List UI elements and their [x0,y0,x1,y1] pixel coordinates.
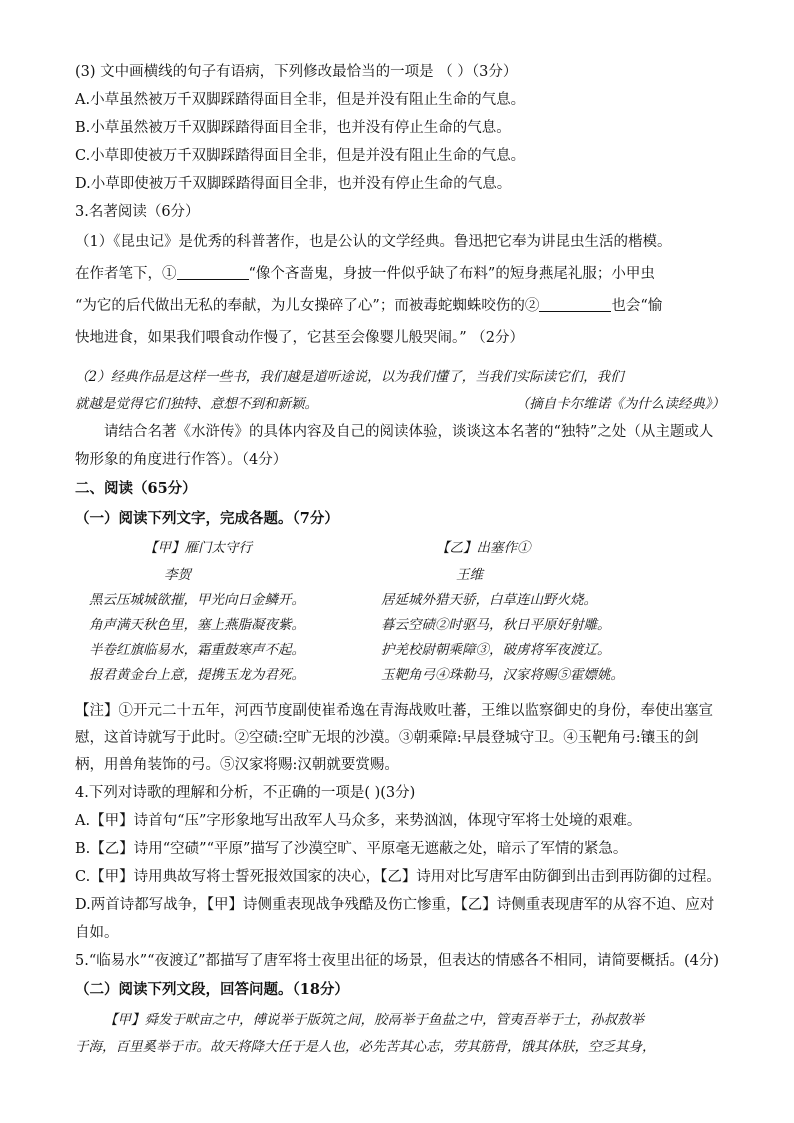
text: “像个吝啬鬼，身披一件似乎缺了布料”的短身燕尾礼服；小甲虫 [248,266,655,282]
poem-a [89,534,379,688]
q3-option-c: C.小草即使被万千双脚踩踏得面目全非，但是并没有阻止生命的气息。 [75,148,526,164]
exam-page [75,58,725,1061]
poem-a-line: 黑云压城城欲摧，甲光向日金鳞开。 [89,592,305,608]
q3-option-d: D.小草即使被万千双脚踩踏得面目全非，也并没有停止生命的气息。 [75,176,512,192]
mingzhu-part1-line3 [75,290,725,322]
quote-line-1: （2）经典作品是这样一些书，我们越是道听途说，以为我们懂了，当我们实际读它们，我们 [75,369,624,385]
fill-blank-2[interactable] [539,297,611,312]
poem-a-title: 【甲】雁门太守行 [144,540,252,556]
mingzhu-heading: 3.名著阅读（6分） [75,204,200,220]
text: “为它的后代做出无私的奉献，为儿女操碎了心”；而被毒蛇蜘蛛咬伤的② [75,298,540,314]
poem-a-line: 半卷红旗临易水，霜重鼓寒声不起。 [89,642,305,658]
text: 也会“愉 [611,298,663,314]
poem-pair [75,534,725,698]
q4-option-a: A.【甲】诗首句“压”字形象地写出敌军人马众多，来势汹汹，体现守军将士处境的艰难。 [75,813,642,829]
poem-a-line: 角声满天秋色里，塞上燕脂凝夜紫。 [89,617,305,633]
q3-stem: (3) 文中画横线的句子有语病，下列修改最恰当的一项是 （ ）（3分） [75,64,518,80]
poem-notes: 【注】①开元二十五年，河西节度副使崔希逸在青海战败吐蕃，王维以监察御史的身份，奉使出塞宣慰，这首诗就写于此时。②空碛:空旷无垠的沙漠。③朝乘障:早晨登城守卫。④玉靶角弓:镶玉的剑柄，用兽角装饰的弓。⑤汉家将赐:汉朝就要赏赐。 [75,703,713,773]
poem-a-author: 李贺 [164,567,191,583]
q5-stem: 5.“临易水”“夜渡辽”都描写了唐军将士夜里出征的场景，但表达的情感各不相同，请简要概括。(4分) [75,953,720,969]
text: 在作者笔下，① [75,266,177,282]
q4-option-c: C.【甲】诗用典故写将士誓死报效国家的决心，【乙】诗用对比写唐军由防御到出击到再防御的过程。 [75,869,721,885]
q3-option-a: A.小草虽然被万千双脚踩踏得面目全非，但是并没有阻止生命的气息。 [75,92,526,108]
mingzhu-part1-line2 [75,258,725,290]
part2-heading: （二）阅读下列文段，回答问题。（18分） [75,981,349,998]
shuihu-task: 请结合名著《水浒传》的具体内容及自己的阅读体验，谈谈这本名著的“独特”之处（从主题或人物形象的角度进行作答）。（4分） [75,424,714,468]
fill-blank-1[interactable] [177,265,249,280]
poem-b-author: 王维 [456,567,483,583]
passage-line-2: 于海，百里奚举于市。故天将降大任于是人也，必先苦其心志，劳其筋骨，饿其体肤，空乏其身， [75,1039,656,1055]
poem-b-line: 护羌校尉朝乘障③，破虏将军夜渡辽。 [381,642,611,658]
poem-b [381,534,721,688]
q4-stem: 4.下列对诗歌的理解和分析，不正确的一项是( )(3分) [75,785,416,801]
poem-a-line: 报君黄金台上意，提携玉龙为君死。 [89,667,305,683]
passage-line-1: 【甲】舜发于畎亩之中，傅说举于版筑之间，胶鬲举于鱼盐之中，管夷吾举于士，孙叔敖举 [104,1012,644,1028]
section2-heading: 二、阅读（65分） [75,480,197,497]
quote-source: （摘自卡尔维诺《为什么读经典》） [515,396,725,412]
quote-line-2 [75,391,725,418]
q4-option-b: B.【乙】诗用“空碛”“平原”描写了沙漠空旷、平原毫无遮蔽之处，暗示了军情的紧急。 [75,841,628,857]
mingzhu-part1-line1: （1）《昆虫记》是优秀的科普著作，也是公认的文学经典。鲁迅把它奉为讲昆虫生活的楷模。 [75,234,672,250]
poem-b-line: 暮云空碛②时驱马，秋日平原好射雕。 [381,617,611,633]
poem-b-line: 玉靶角弓④珠勒马，汉家将赐⑤霍嫖姚。 [381,667,624,683]
poem-b-line: 居延城外猎天骄，白草连山野火烧。 [381,592,597,608]
q4-option-d: D.两首诗都写战争，【甲】诗侧重表现战争残酷及伤亡惨重，【乙】诗侧重表现唐军的从容不迫、应对自如。 [75,897,715,941]
poem-b-title: 【乙】出塞作① [436,540,531,556]
q3-option-b: B.小草虽然被万千双脚踩踏得面目全非，也并没有停止生命的气息。 [75,120,511,136]
part1-heading: （一）阅读下列文字，完成各题。（7分） [75,510,339,527]
mingzhu-part1-line4: 快地进食，如果我们喂食动作慢了，它甚至会像婴儿般哭闹。” （2分） [75,330,524,346]
quote-text: 就越是觉得它们独特、意想不到和新颖。 [75,396,318,412]
